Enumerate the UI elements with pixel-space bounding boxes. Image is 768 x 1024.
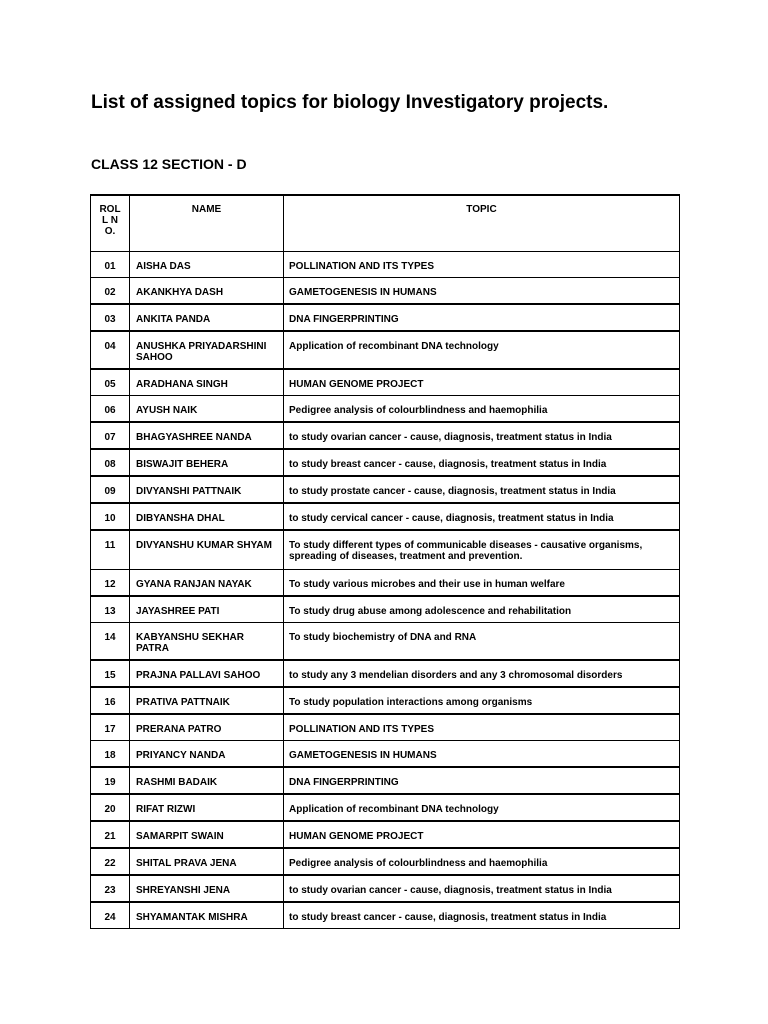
project-topic-cell: to study any 3 mendelian disorders and any 3 chromosomal disorders — [284, 660, 680, 687]
project-topic-cell: Application of recombinant DNA technology — [284, 331, 680, 369]
table-row — [91, 476, 680, 503]
roll-number-cell: 01 — [91, 252, 130, 278]
roll-column-header — [91, 195, 130, 252]
table-row — [91, 530, 680, 569]
student-name-cell: SHREYANSHI JENA — [130, 875, 284, 902]
roll-number-cell: 10 — [91, 503, 130, 530]
project-topic-cell: DNA FINGERPRINTING — [284, 767, 680, 794]
table-row — [91, 503, 680, 530]
table-row — [91, 714, 680, 741]
student-name-cell: RIFAT RIZWI — [130, 794, 284, 821]
table-row — [91, 596, 680, 623]
table-row — [91, 902, 680, 929]
project-topic-cell: Application of recombinant DNA technology — [284, 794, 680, 821]
table-row — [91, 875, 680, 902]
topics-table-container — [90, 194, 679, 929]
project-topic-cell: To study different types of communicable diseases - causative organisms, spreading of diseases, treatment and prevention. — [284, 530, 680, 569]
project-topic-cell: To study population interactions among organisms — [284, 687, 680, 714]
roll-number-cell: 03 — [91, 304, 130, 331]
roll-number-cell: 17 — [91, 714, 130, 741]
roll-number-cell: 07 — [91, 422, 130, 449]
table-row — [91, 848, 680, 875]
student-name-cell: GYANA RANJAN NAYAK — [130, 569, 284, 596]
student-name-cell: ANKITA PANDA — [130, 304, 284, 331]
table-row — [91, 252, 680, 278]
project-topic-cell: to study breast cancer - cause, diagnosis, treatment status in India — [284, 449, 680, 476]
student-name-cell: JAYASHREE PATI — [130, 596, 284, 623]
table-body — [91, 252, 680, 929]
student-name-cell: AKANKHYA DASH — [130, 278, 284, 305]
roll-number-cell: 09 — [91, 476, 130, 503]
project-topic-cell: POLLINATION AND ITS TYPES — [284, 252, 680, 278]
project-topic-cell: GAMETOGENESIS IN HUMANS — [284, 741, 680, 768]
roll-number-cell: 05 — [91, 369, 130, 396]
project-topic-cell: to study prostate cancer - cause, diagnosis, treatment status in India — [284, 476, 680, 503]
table-row — [91, 687, 680, 714]
project-topic-cell: to study ovarian cancer - cause, diagnosis, treatment status in India — [284, 422, 680, 449]
table-row — [91, 569, 680, 596]
roll-column-header-label: ROLL NO. — [99, 204, 121, 237]
project-topic-cell: to study ovarian cancer - cause, diagnosis, treatment status in India — [284, 875, 680, 902]
student-name-cell: AYUSH NAIK — [130, 396, 284, 423]
student-name-cell: PRIYANCY NANDA — [130, 741, 284, 768]
roll-number-cell: 19 — [91, 767, 130, 794]
roll-number-cell: 13 — [91, 596, 130, 623]
table-row — [91, 660, 680, 687]
topic-column-header: TOPIC — [284, 195, 680, 252]
student-name-cell: SAMARPIT SWAIN — [130, 821, 284, 848]
roll-number-cell: 14 — [91, 622, 130, 660]
roll-number-cell: 18 — [91, 741, 130, 768]
roll-number-cell: 22 — [91, 848, 130, 875]
table-row — [91, 396, 680, 423]
project-topic-cell: HUMAN GENOME PROJECT — [284, 821, 680, 848]
student-name-cell: DIVYANSHI PATTNAIK — [130, 476, 284, 503]
roll-number-cell: 20 — [91, 794, 130, 821]
table-row — [91, 794, 680, 821]
table-row — [91, 622, 680, 660]
table-row — [91, 821, 680, 848]
project-topic-cell: to study cervical cancer - cause, diagnosis, treatment status in India — [284, 503, 680, 530]
project-topic-cell: POLLINATION AND ITS TYPES — [284, 714, 680, 741]
name-column-header: NAME — [130, 195, 284, 252]
project-topic-cell: Pedigree analysis of colourblindness and haemophilia — [284, 396, 680, 423]
project-topic-cell: To study drug abuse among adolescence and rehabilitation — [284, 596, 680, 623]
student-name-cell: PRERANA PATRO — [130, 714, 284, 741]
topics-table — [90, 194, 680, 929]
project-topic-cell: GAMETOGENESIS IN HUMANS — [284, 278, 680, 305]
roll-number-cell: 24 — [91, 902, 130, 929]
project-topic-cell: Pedigree analysis of colourblindness and haemophilia — [284, 848, 680, 875]
student-name-cell: KABYANSHU SEKHAR PATRA — [130, 622, 284, 660]
table-row — [91, 741, 680, 768]
table-row — [91, 449, 680, 476]
roll-number-cell: 11 — [91, 530, 130, 569]
roll-number-cell: 21 — [91, 821, 130, 848]
table-row — [91, 767, 680, 794]
page-title: List of assigned topics for biology Investigatory projects. — [91, 92, 609, 113]
student-name-cell: SHYAMANTAK MISHRA — [130, 902, 284, 929]
student-name-cell: AISHA DAS — [130, 252, 284, 278]
project-topic-cell: to study breast cancer - cause, diagnosis, treatment status in India — [284, 902, 680, 929]
roll-number-cell: 04 — [91, 331, 130, 369]
roll-number-cell: 06 — [91, 396, 130, 423]
section-heading: CLASS 12 SECTION - D — [91, 156, 247, 172]
table-row — [91, 278, 680, 305]
roll-number-cell: 15 — [91, 660, 130, 687]
student-name-cell: PRAJNA PALLAVI SAHOO — [130, 660, 284, 687]
project-topic-cell: To study various microbes and their use in human welfare — [284, 569, 680, 596]
student-name-cell: BHAGYASHREE NANDA — [130, 422, 284, 449]
student-name-cell: RASHMI BADAIK — [130, 767, 284, 794]
project-topic-cell: HUMAN GENOME PROJECT — [284, 369, 680, 396]
student-name-cell: PRATIVA PATTNAIK — [130, 687, 284, 714]
roll-number-cell: 02 — [91, 278, 130, 305]
student-name-cell: ANUSHKA PRIYADARSHINI SAHOO — [130, 331, 284, 369]
student-name-cell: DIBYANSHA DHAL — [130, 503, 284, 530]
student-name-cell: ARADHANA SINGH — [130, 369, 284, 396]
table-header — [91, 195, 680, 252]
student-name-cell: DIVYANSHU KUMAR SHYAM — [130, 530, 284, 569]
roll-number-cell: 23 — [91, 875, 130, 902]
student-name-cell: SHITAL PRAVA JENA — [130, 848, 284, 875]
header-row — [91, 195, 680, 252]
table-row — [91, 304, 680, 331]
roll-number-cell: 08 — [91, 449, 130, 476]
table-row — [91, 369, 680, 396]
table-row — [91, 331, 680, 369]
project-topic-cell: To study biochemistry of DNA and RNA — [284, 622, 680, 660]
project-topic-cell: DNA FINGERPRINTING — [284, 304, 680, 331]
table-row — [91, 422, 680, 449]
roll-number-cell: 12 — [91, 569, 130, 596]
roll-number-cell: 16 — [91, 687, 130, 714]
student-name-cell: BISWAJIT BEHERA — [130, 449, 284, 476]
